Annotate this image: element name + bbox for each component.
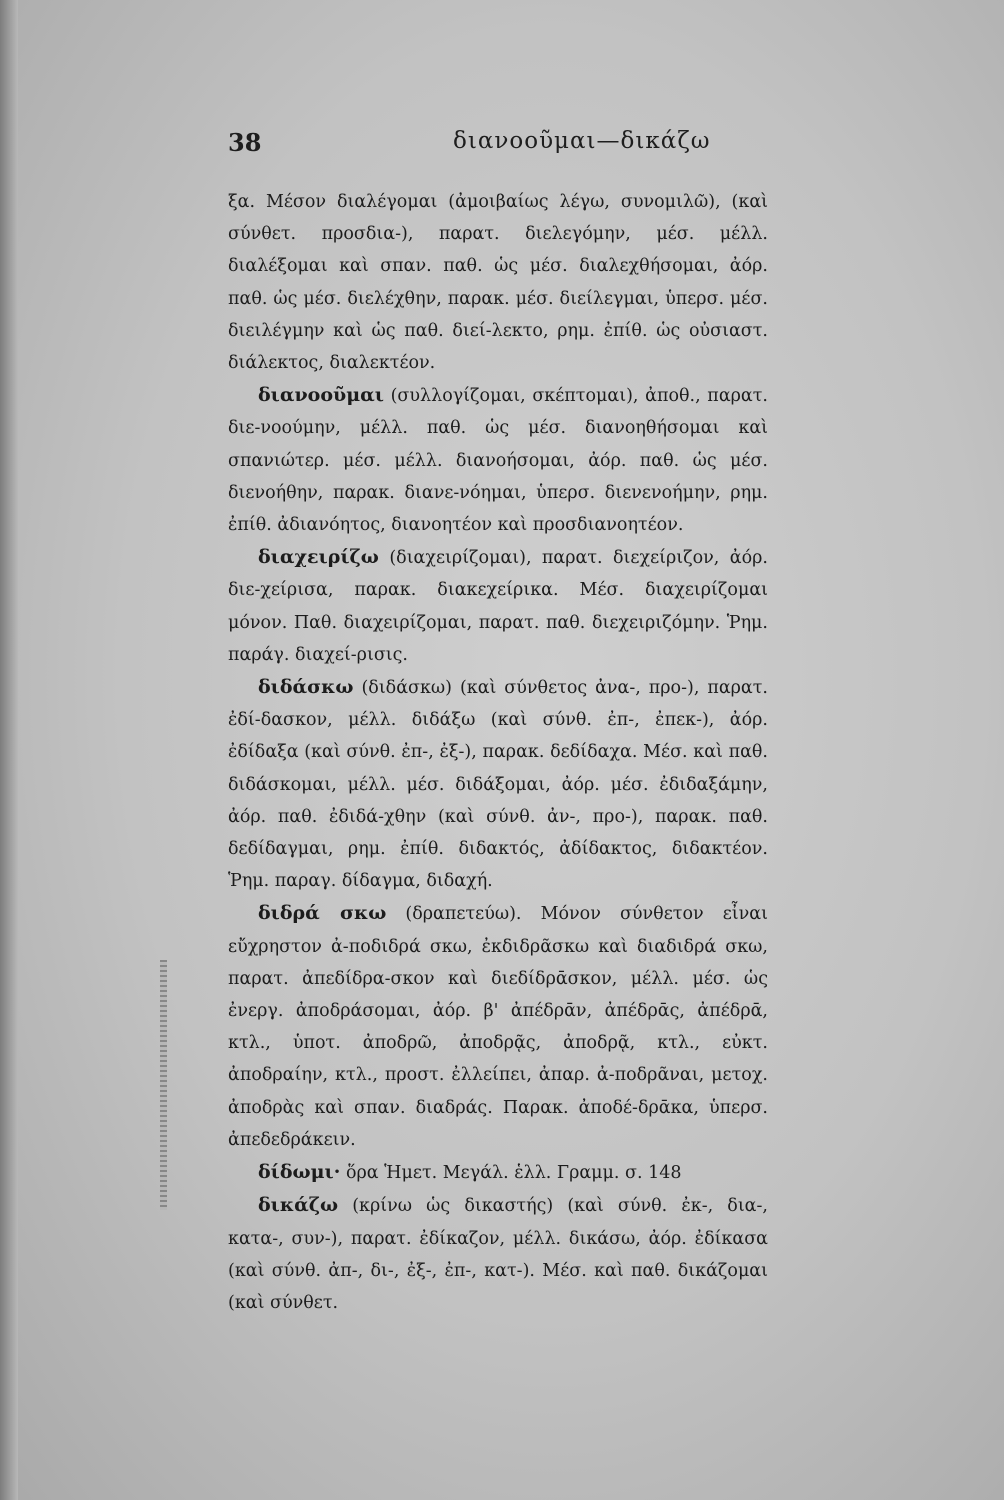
running-head: διανοοῦμαι—δικάζω <box>453 128 711 154</box>
entry-diaxeirizo <box>228 541 768 671</box>
entry-didomi <box>228 1156 768 1189</box>
entry-headword: δίδωμι· <box>258 1161 341 1184</box>
page-header <box>228 128 788 164</box>
entry-headword: διαχειρίζω <box>258 546 379 569</box>
entry-headword: διανοοῦμαι <box>258 384 384 407</box>
entry-didasko <box>228 671 768 897</box>
entry-headword: δικάζω <box>258 1194 339 1217</box>
page-gutter-shadow <box>0 0 18 1500</box>
dictionary-text <box>228 186 768 1319</box>
entry-dianoumai <box>228 379 768 541</box>
entry-body: (δραπετεύω). Μόνον σύνθετον εἶναι εὔχρηστον ἀ-ποδιδρά σκω, ἐκδιδρᾶσκω καὶ διαδιδρά σκω, παρατ. ἀπεδίδρα-σκον καὶ διεδίδρᾱσκον, μέλλ. μέσ. ὡς ἐνεργ. ἀποδράσομαι, ἀόρ. β' ἀπέδρᾱν, ἀπέδρᾱς, ἀπέδρᾱ, κτλ., ὑποτ. ἀποδρῶ, ἀποδρᾷς, ἀποδρᾷ, κτλ., εὐκτ. ἀποδραίην, κτλ., προστ. ἐλλείπει, ἀπαρ. ἀ-ποδρᾶναι, μετοχ. ἀποδρὰς καὶ σπαν. διαδράς. Παρακ. ἀποδέ-δρᾱκα, ὑπερσ. ἀπεδεδράκειν. <box>228 904 768 1150</box>
entry-body: ὅρα Ἡμετ. Μεγάλ. ἑλλ. Γραμμ. σ. 148 <box>345 1163 682 1184</box>
entry-body: ξα. Μέσον διαλέγομαι (ἀμοιβαίως λέγω, συνομιλῶ), (καὶ σύνθετ. προσδια-), παρατ. διελεγόμην, μέσ. μέλλ. διαλέξομαι καὶ σπαν. παθ. ὡς μέσ. διαλεχθήσομαι, ἀόρ. παθ. ὡς μέσ. διελέχθην, παρακ. μέσ. διείλεγμαι, ὑπερσ. μέσ. διειλέγμην καὶ ὡς παθ. διεί-λεκτο, ρημ. ἐπίθ. ὡς οὐσιαστ. διάλεκτος, διαλεκτέον. <box>228 192 768 374</box>
entry-dikazo <box>228 1189 768 1319</box>
entry-headword: διδρά σκω <box>258 902 387 925</box>
margin-mark <box>160 960 167 1210</box>
page-number: 38 <box>228 128 262 157</box>
entry-body: (κρίνω ὡς δικαστής) (καὶ σύνθ. ἐκ-, δια-, κατα-, συν-), παρατ. ἐδίκαζον, μέλλ. δικάσω, ἀόρ. ἐδίκασα (καὶ σύνθ. ἀπ-, δι-, ἐξ-, ἐπ-, κατ-). Μέσ. καὶ παθ. δικάζομαι (καὶ σύνθετ. <box>228 1196 768 1313</box>
entry-headword: διδάσκω <box>258 676 354 699</box>
entry-body: (συλλογίζομαι, σκέπτομαι), ἀποθ., παρατ. διε-νοούμην, μέλλ. παθ. ὡς μέσ. διανοηθήσομαι καὶ σπανιώτερ. μέσ. μέλλ. διανοήσομαι, ἀόρ. παθ. ὡς μέσ. διενοήθην, παρακ. διανε-νόημαι, ὑπερσ. διενενοήμην, ρημ. ἐπίθ. ἀδιανόητος, διανοητέον καὶ προσδιανοητέον. <box>228 386 768 536</box>
entry-body: (διδάσκω) (καὶ σύνθετος ἀνα-, προ-), παρατ. ἐδί-δασκον, μέλλ. διδάξω (καὶ σύνθ. ἐπ-, ἐπεκ-), ἀόρ. ἐδίδαξα (καὶ σύνθ. ἐπ-, ἐξ-), παρακ. δεδίδαχα. Μέσ. καὶ παθ. διδάσκομαι, μέλλ. μέσ. διδάξομαι, ἀόρ. μέσ. ἐδιδαξάμην, ἀόρ. παθ. ἐδιδά-χθην (καὶ σύνθ. ἀν-, προ-), παρακ. παθ. δεδίδαγμαι, ρημ. ἐπίθ. διδακτός, ἀδίδακτος, διδακτέον. Ῥημ. παραγ. δίδαγμα, διδαχή. <box>228 678 768 892</box>
entry-body: (διαχειρίζομαι), παρατ. διεχείριζον, ἀόρ. διε-χείρισα, παρακ. διακεχείρικα. Μέσ. διαχειρίζομαι μόνον. Παθ. διαχειρίζομαι, παρατ. παθ. διεχειριζόμην. Ῥημ. παράγ. διαχεί-ρισις. <box>228 548 768 665</box>
entry-continuation <box>228 186 768 379</box>
entry-didrasko <box>228 897 768 1156</box>
